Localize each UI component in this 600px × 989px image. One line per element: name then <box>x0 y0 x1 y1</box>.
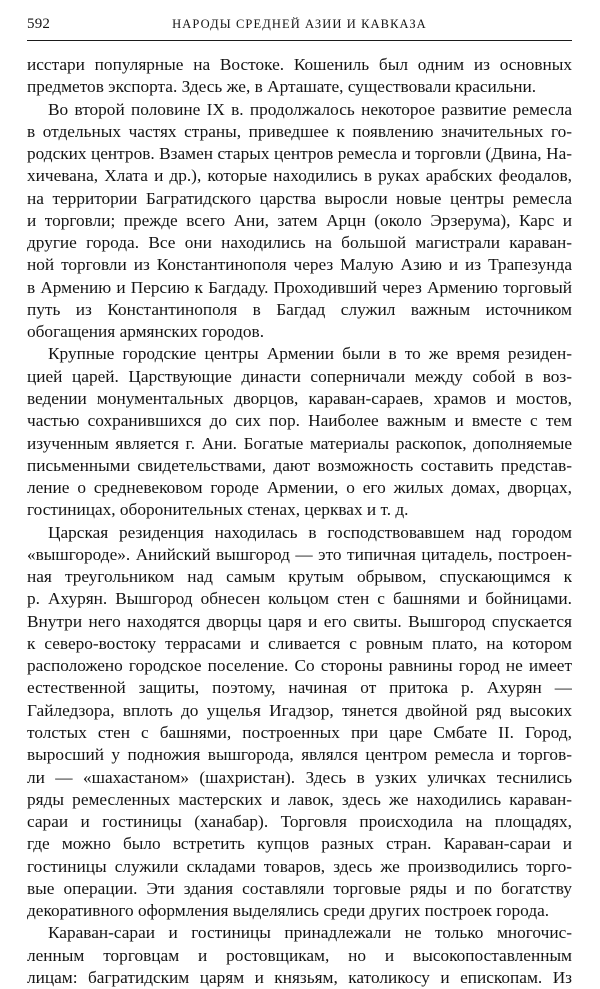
text-line: Гайледзора, вплоть до ущелья Игадзор, тянется двойной ряд высоких <box>27 700 572 720</box>
text-line: к северо-востоку террасами и сливается с ровным плато, на котором <box>27 633 572 653</box>
text-line: Внутри него находятся дворцы царя и его свиты. Вышгород спускается <box>27 611 572 631</box>
text-line: Во второй половине IX в. продолжалось некоторое развитие ремесла <box>48 99 572 119</box>
text-line: письменными свидетельствами, дают возможность составить представ- <box>27 455 572 475</box>
text-line: декоративного оформления выделялись среди других построек города. <box>27 901 550 921</box>
running-title: НАРОДЫ СРЕДНЕЙ АЗИИ И КАВКАЗА <box>172 17 427 31</box>
text-line: р. Ахурян. Вышгород обнесен кольцом стен с башнями и бойницами. <box>27 589 572 609</box>
text-line: гостиницы служили складами товаров, здесь же производились торго- <box>27 856 572 876</box>
text-line: хичевана, Хлата и др.), которые находились в руках арабских феодалов, <box>27 166 572 186</box>
text-line: ли — «шахастаном» (шахристан). Здесь в узких уличках теснились <box>27 767 572 787</box>
text-line: ленным торговцам и ростовщикам, но и высокопоставленным <box>27 945 572 965</box>
text-line: в отдельных частях страны, приведшее к появлению значительных го- <box>27 121 572 141</box>
text-line: Крупные городские центры Армении были в то же время резиден- <box>48 344 572 364</box>
text-line: ной торговли из Константинополя через Малую Азию и из Трапезунда <box>27 255 572 275</box>
text-line: толстых стен с башнями, построенных при царе Смбате II. Город, <box>27 722 572 742</box>
text-line: другие города. Все они находились на большой магистрали караван- <box>27 233 572 253</box>
text-line: ная треугольником над самым крутым обрывом, спускающимся к <box>27 567 572 587</box>
text-line: исстари популярные на Востоке. Кошениль был одним из основных <box>27 55 572 74</box>
text-line: обогащения армянских городов. <box>27 322 265 342</box>
text-line: предметов экспорта. Здесь же, в Арташате, существовали красильни. <box>27 77 537 97</box>
page-header <box>27 14 572 38</box>
text-line: где можно было встретить купцов разных стран. Караван-сараи и <box>27 834 572 854</box>
text-line: расположено городское поселение. Со стороны равнины город не имеет <box>27 656 572 676</box>
body-text <box>27 54 572 989</box>
header-rule <box>27 40 572 41</box>
text-line: Караван-сараи и гостиницы принадлежали не только многочис- <box>48 923 572 943</box>
text-line: выросший у подножия вышгорода, являлся центром ремесла и торгов- <box>27 745 572 765</box>
text-line: изученным является г. Ани. Богатые материалы раскопок, дополняемые <box>27 433 572 453</box>
text-line: лицам: багратидским царям и князьям, католикосу и епископам. Из <box>27 967 572 987</box>
text-line: ведении монументальных дворцов, караван-сараев, храмов и мостов, <box>27 388 572 408</box>
text-line: гостиницах, оборонительных стенах, церквах и т. д. <box>27 500 409 520</box>
text-line: ление о средневековом городе Армении, о его жилых домах, дворцах, <box>27 478 572 498</box>
text-line: «вышгороде». Анийский вышгород — это типичная цитадель, построен- <box>27 544 572 564</box>
text-line: цией царей. Царствующие династи соперничали между собой в воз- <box>27 366 572 386</box>
page-number: 592 <box>27 16 51 32</box>
text-line: путь из Константинополя в Багдад служил важным источником <box>27 299 572 319</box>
text-line: в Армению и Персию к Багдаду. Проходивший через Армению торговый <box>27 277 572 297</box>
text-line: на территории Багратидского царства выросли новые центры ремесла <box>27 188 572 208</box>
text-line: Царская резиденция находилась в господствовавшем над городом <box>48 522 572 542</box>
text-line: естественной защиты, поэтому, начиная от притока р. Ахурян — <box>27 678 572 698</box>
text-line: частью сохранившихся до сих пор. Наиболее важным и вместе с тем <box>27 411 572 431</box>
text-line: и торговли; прежде всего Ани, затем Арцн (около Эрзерума), Карс и <box>27 210 572 230</box>
text-line: ряды ремесленных мастерских и лавок, здесь же находились караван- <box>27 789 572 809</box>
text-line: вые операции. Эти здания составляли торговые ряды и по богатству <box>27 878 572 898</box>
text-line: сараи и гостиницы (ханабар). Торговля происходила на площадях, <box>27 812 572 832</box>
text-line: родских центров. Взамен старых центров ремесла и торговли (Двина, На- <box>27 144 572 164</box>
